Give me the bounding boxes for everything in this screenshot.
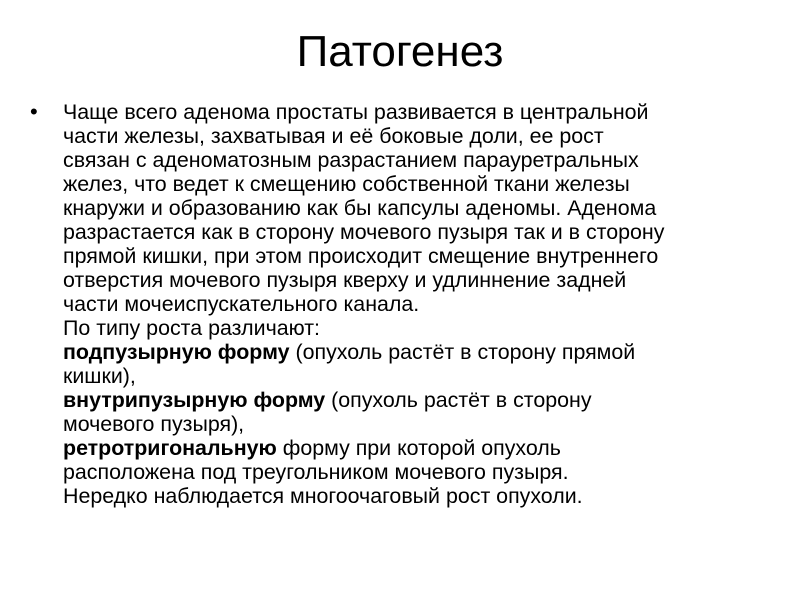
form-subvesical-desc-cont: кишки), <box>63 364 136 388</box>
form-subvesical-desc: (опухоль растёт в сторону прямой <box>289 340 636 364</box>
text-line: кнаружи и образованию как бы капсулы аденомы. Аденома <box>63 196 657 220</box>
bullet-text <box>63 100 775 508</box>
form-intravesical-desc: (опухоль растёт в сторону <box>325 388 592 412</box>
conclusion: Нередко наблюдается многоочаговый рост опухоли. <box>63 484 583 508</box>
form-retrotrigonal-desc-cont: расположена под треугольником мочевого пузыря. <box>63 460 569 484</box>
slide-title: Патогенез <box>296 27 504 76</box>
form-retrotrigonal-desc: форму при которой опухоль <box>276 436 561 460</box>
form-intravesical <box>63 388 775 412</box>
form-subvesical-term: подпузырную форму <box>63 340 290 364</box>
text-line: разрастается как в сторону мочевого пузыря так и в сторону <box>63 220 665 244</box>
form-retrotrigonal <box>63 436 775 460</box>
text-line: прямой кишки, при этом происходит смещение внутреннего <box>63 244 659 268</box>
bullet-marker: • <box>30 99 38 124</box>
form-retrotrigonal-term: ретротригональную <box>63 436 277 460</box>
text-line: части железы, захватывая и её боковые доли, ее рост <box>63 124 604 148</box>
text-line: части мочеиспускательного канала. <box>63 292 420 316</box>
growth-intro: По типу роста различают: <box>63 316 320 340</box>
text-line: связан с аденоматозным разрастанием парауретральных <box>63 148 639 172</box>
form-intravesical-desc-cont: мочевого пузыря), <box>63 412 245 436</box>
form-subvesical <box>63 340 775 364</box>
text-line: желез, что ведет к смещению собственной ткани железы <box>63 172 630 196</box>
text-line: Чаще всего аденома простаты развивается в центральной <box>63 100 649 124</box>
form-intravesical-term: внутрипузырную форму <box>63 388 326 412</box>
text-line: отверстия мочевого пузыря кверху и удлиннение задней <box>63 268 627 292</box>
